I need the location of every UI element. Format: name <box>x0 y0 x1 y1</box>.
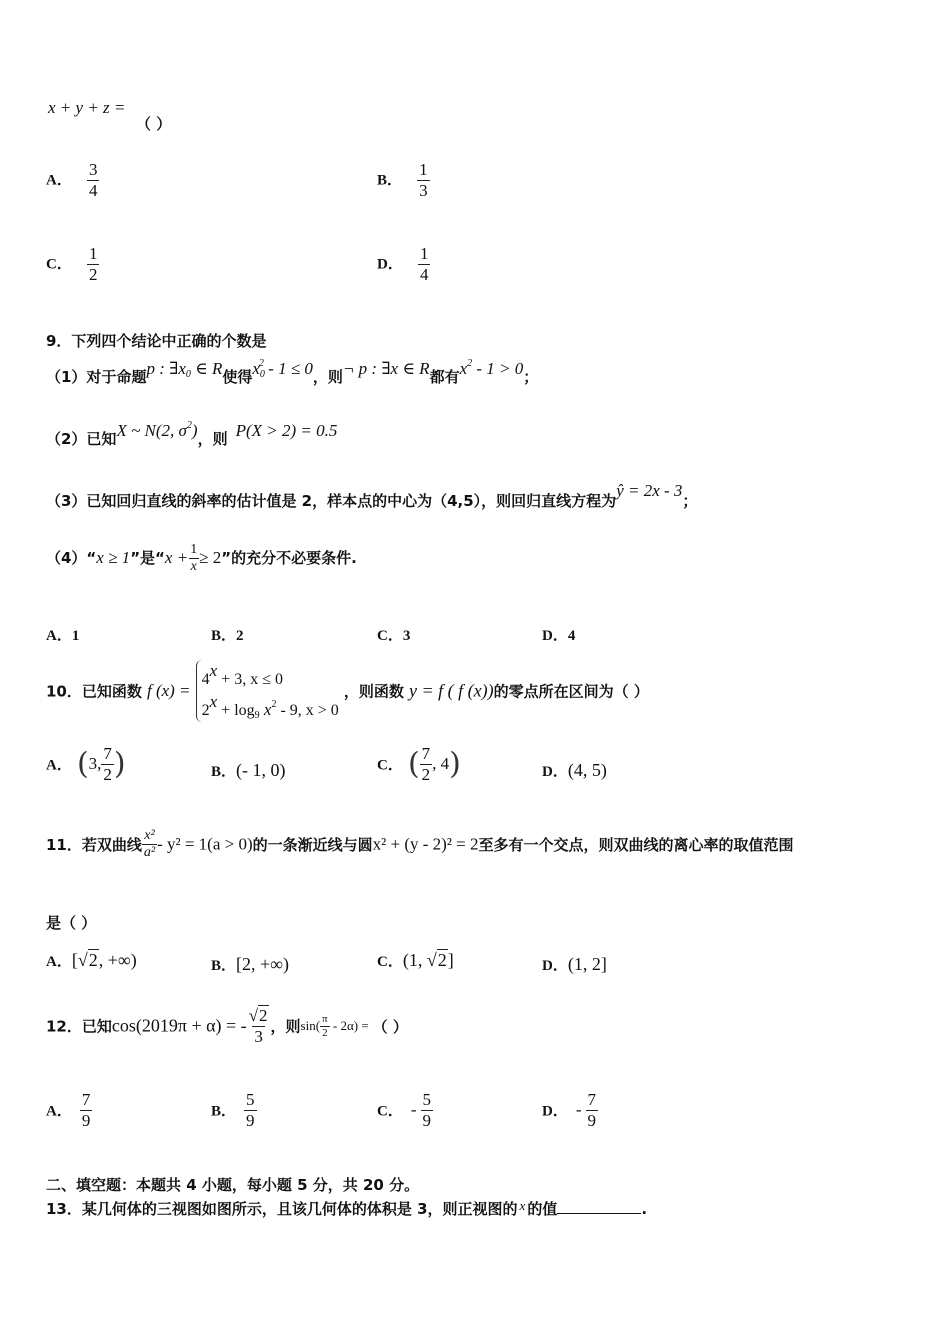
fraction: $\frac{1}{4}$ <box>419 244 429 284</box>
fraction: $\frac{1}{x}$ <box>190 542 198 575</box>
q13-stem: 13．某几何体的三视图如图所示，且该几何体的体积是 3，则正视图的 $^x$ 的值 . <box>46 1198 648 1218</box>
q9-statement-2: （2）已知X ~ N(2, $\sigma^2$)，则 P(X > 2) = 0.5 <box>46 420 338 448</box>
piecewise-function: $4^x + 3$, x ≤ 0 $2^x + \log_9 x^2 - 9$, x > 0 <box>196 660 339 722</box>
q8-stem <box>48 98 125 118</box>
q11-option-a[interactable]: A．[√2, +∞) <box>46 950 137 970</box>
q11-stem-line2: 是（ ） <box>46 914 97 932</box>
q11-option-c[interactable]: C．(1, √2] <box>377 950 454 970</box>
q9-statement-1: （1）对于命题p : $\exists x_0$ ∈ R使得$x_0^2 - 1 \le 0$，则¬ p : ∃x ∈ R都有$x^2 - 1 > 0$； <box>46 358 539 386</box>
fraction: $\frac{1}{3}$ <box>419 160 428 200</box>
q9-option-c[interactable]: C．3 <box>377 628 411 644</box>
q9-option-b[interactable]: B．2 <box>211 628 244 644</box>
q11-stem: 11．若双曲线 $\frac{\text{x²}}{\text{a²}}$ - y² = 1(a > 0)的一条渐近线与圆x² + (y - 2)² = 2至多有一个交点，则双曲线的离心率的取值范围 <box>46 828 794 861</box>
fraction: $\frac{7}{9}$ <box>587 1090 597 1130</box>
q8-option-d[interactable]: D． $\frac{1}{4}$ <box>377 244 429 284</box>
q12-option-a[interactable]: A． $\frac{7}{9}$ <box>46 1090 91 1130</box>
q10-option-c[interactable]: C． ( $\frac{7}{2}$ , 4) <box>377 744 461 784</box>
q9-statement-3: （3）已知回归直线的斜率的估计值是 2，样本点的中心为（4,5），则回归直线方程为ŷ = 2x - 3； <box>46 481 698 510</box>
fraction: $\frac{\text{x²}}{\text{a²}}$ <box>143 828 156 861</box>
q10-option-d[interactable]: D．(4, 5) <box>542 760 607 780</box>
q8-option-b[interactable]: B． $\frac{1}{3}$ <box>377 160 428 200</box>
fraction: $\frac{3}{4}$ <box>88 160 98 200</box>
q10-option-b[interactable]: B．(- 1, 0) <box>211 760 286 780</box>
q12-stem: 12．已知cos(2019π + α) = - $\frac{√2}{3}$ ，则sin( $\frac{\pi}{2}$ - 2α) = （ ） <box>46 1006 408 1046</box>
fraction: $\frac{7}{2}$ <box>421 744 431 784</box>
q9-title: 9．下列四个结论中正确的个数是 <box>46 332 267 350</box>
q10-option-a[interactable]: A． (3, $\frac{7}{2}$ ) <box>46 744 126 784</box>
q12-option-b[interactable]: B． $\frac{5}{9}$ <box>211 1090 255 1130</box>
q11-option-b[interactable]: B．[2, +∞) <box>211 954 289 974</box>
fraction: $\frac{√2}{3}$ <box>248 1006 268 1046</box>
q12-option-d[interactable]: D． - $\frac{7}{9}$ <box>542 1090 597 1130</box>
fraction: $\frac{\pi}{2}$ <box>322 1012 328 1039</box>
q8-paren: （ ） <box>136 115 172 133</box>
section-heading: 二、填空题：本题共 4 小题，每小题 5 分，共 20 分。 <box>46 1176 420 1194</box>
answer-blank[interactable] <box>557 1199 641 1214</box>
q8-option-a[interactable]: A． $\frac{3}{4}$ <box>46 160 98 200</box>
q9-option-d[interactable]: D．4 <box>542 628 576 644</box>
q11-option-d[interactable]: D．(1, 2] <box>542 954 607 974</box>
q9-statement-4: （4）“x ≥ 1”是“x + $\frac{1}{x}$ ≥ 2”的充分不必要条件. <box>46 542 357 575</box>
q9-option-a[interactable]: A．1 <box>46 628 80 644</box>
q8-expression: x + y + z = <box>48 98 126 117</box>
q8-option-c[interactable]: C． $\frac{1}{2}$ <box>46 244 98 284</box>
fraction: $\frac{7}{2}$ <box>103 744 112 784</box>
q12-option-c[interactable]: C． - $\frac{5}{9}$ <box>377 1090 432 1130</box>
q10-stem: 10．已知函数 f (x) = $4^x + 3$, x ≤ 0 $2^x + \log_9 x^2 - 9$, x > 0 ，则函数 y = f ( f (x))的零点所在区间为（ ） <box>46 661 649 721</box>
fraction: $\frac{5}{9}$ <box>422 1090 432 1130</box>
fraction: $\frac{7}{9}$ <box>81 1090 91 1130</box>
fraction: $\frac{1}{2}$ <box>88 244 98 284</box>
fraction: $\frac{5}{9}$ <box>246 1090 255 1130</box>
